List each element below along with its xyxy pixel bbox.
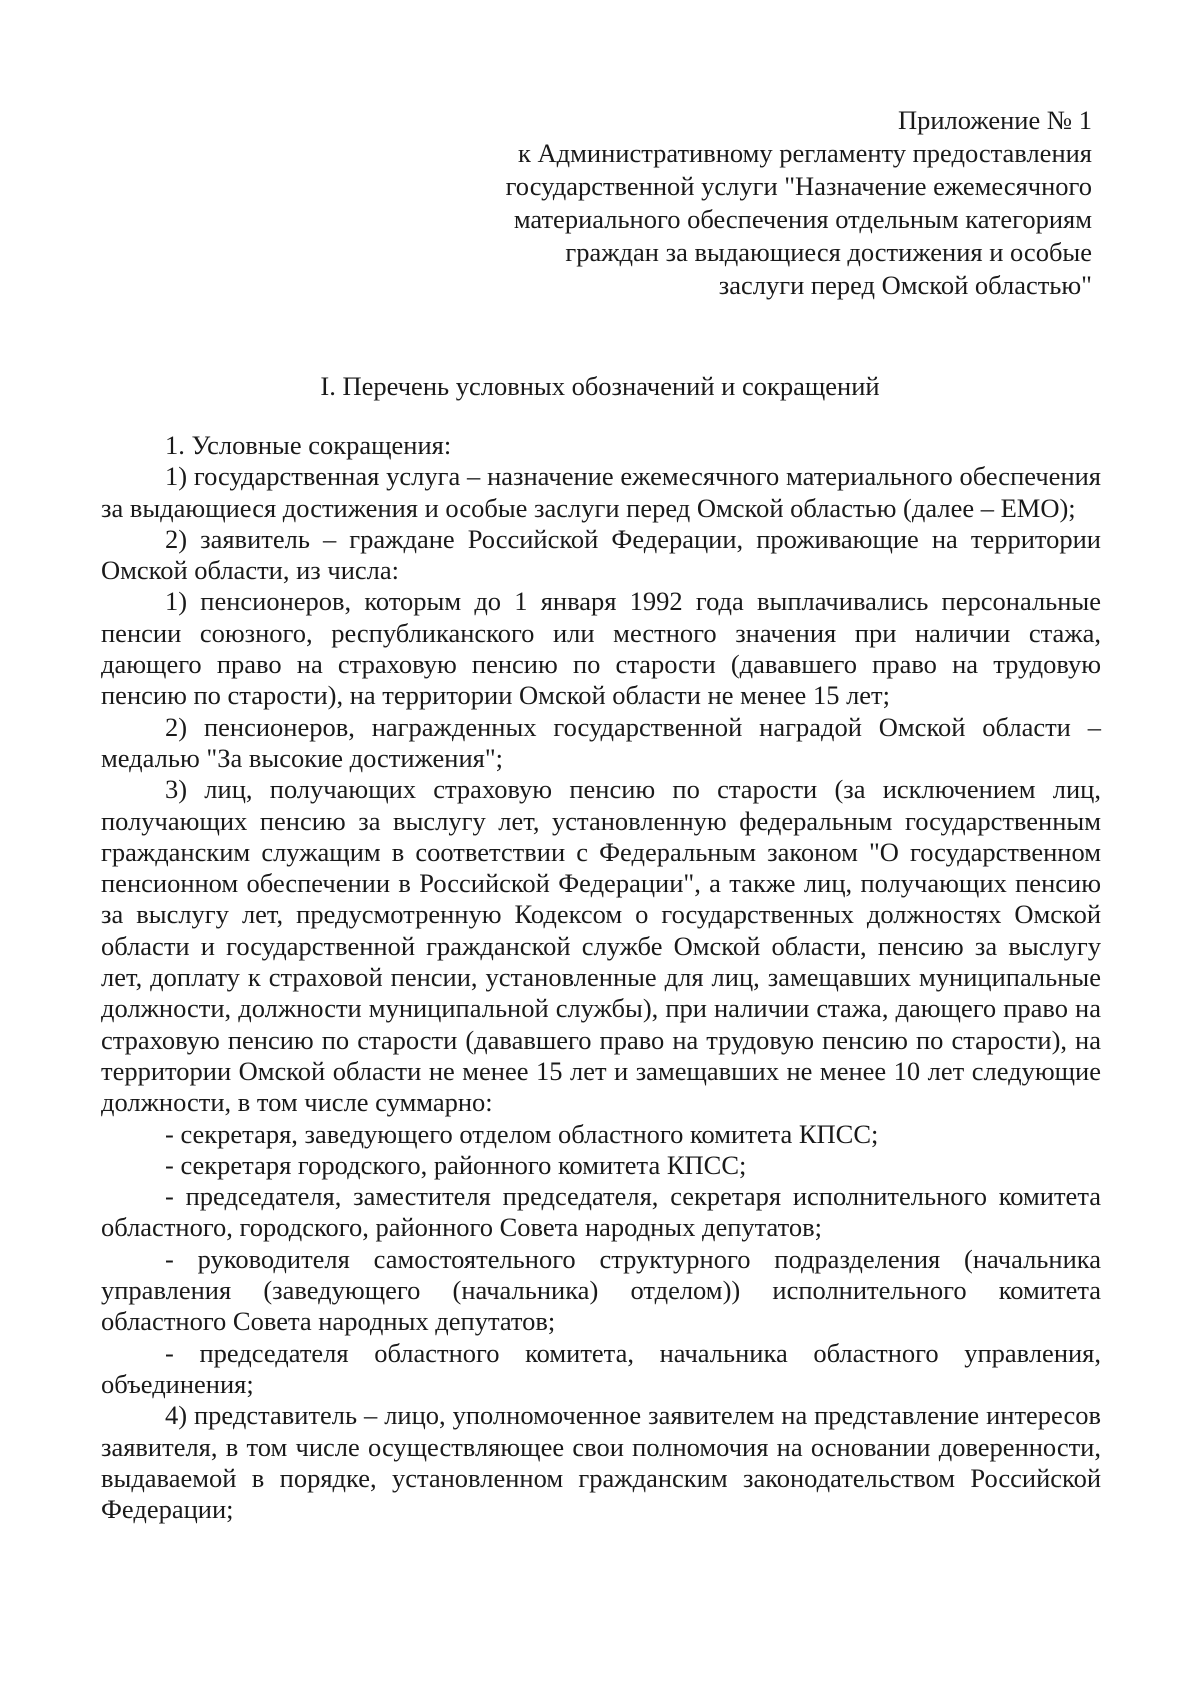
appendix-line: государственной услуги "Назначение ежемесячного bbox=[505, 171, 1092, 201]
paragraph-applicant-3: 3) лиц, получающих страховую пенсию по старости (за исключением лиц, получающих пенсию за выслугу лет, установленную федеральным государственным гражданским служащим в соответствии с Федеральным законом "О государственном пенсионном обеспечении в Российской Федерации", а также лиц, получающих пенсию за выслугу лет, предусмотренную Кодексом о государственных должностях Омской области и государственной гражданской службе Омской области, пенсию за выслугу лет, доплату к страховой пенсии, установленные для лиц, замещавших муниципальные должности, должности муниципальной службы), при наличии стажа, дающего право на страховую пенсию по старости (дававшего право на трудовую пенсию по старости), на территории Омской области не менее 15 лет и замещавших не менее 10 лет следующие должности, в том числе суммарно: bbox=[101, 774, 1101, 1118]
appendix-line: к Административному регламенту предоставления bbox=[518, 138, 1092, 168]
appendix-line: Приложение № 1 bbox=[897, 105, 1092, 135]
list-item-position: - председателя, заместителя председателя, секретаря исполнительного комитета областного, городского, районного Совета народных депутатов; bbox=[101, 1181, 1101, 1243]
list-item-position: - секретаря городского, районного комитета КПСС; bbox=[165, 1149, 747, 1180]
appendix-line: заслуги перед Омской областью" bbox=[718, 270, 1092, 300]
list-item-position: - председателя областного комитета, начальника областного управления, объединения; bbox=[101, 1337, 1101, 1399]
list-item-position: - руководителя самостоятельного структурного подразделения (начальника управления (заведующего (начальника) отделом)) исполнительного комитета областного Совета народных депутатов; bbox=[101, 1243, 1101, 1337]
paragraph-representative: 4) представитель – лицо, уполномоченное заявителем на представление интересов заявителя, в том числе осуществляющее свои полномочия на основании доверенности, выдаваемой в порядке, установленном гражданским законодательством Российской Федерации; bbox=[101, 1400, 1101, 1525]
paragraph-conventions: 1. Условные сокращения: bbox=[165, 430, 452, 460]
paragraph-applicant-2: 2) пенсионеров, награжденных государственной наградой Омской области – медалью "За высокие достижения"; bbox=[101, 711, 1101, 773]
paragraph-applicant-1: 1) пенсионеров, которым до 1 января 1992 года выплачивались персональные пенсии союзного, республиканского или местного значения при наличии стажа, дающего право на страховую пенсию по старости (дававшего право на трудовую пенсию по старости), на территории Омской области не менее 15 лет; bbox=[101, 586, 1101, 711]
appendix-header bbox=[432, 104, 1092, 302]
appendix-line: материального обеспечения отдельным категориям bbox=[513, 204, 1092, 234]
appendix-line: граждан за выдающиеся достижения и особые bbox=[565, 237, 1092, 267]
paragraph-service: 1) государственная услуга – назначение ежемесячного материального обеспечения за выдающиеся достижения и особые заслуги перед Омской областью (далее – ЕМО); bbox=[101, 461, 1101, 523]
list-item-position: - секретаря, заведующего отделом областного комитета КПСС; bbox=[165, 1118, 879, 1149]
document-body bbox=[101, 430, 1101, 1525]
section-title: I. Перечень условных обозначений и сокращений bbox=[320, 371, 880, 401]
paragraph-applicant: 2) заявитель – граждане Российской Федерации, проживающие на территории Омской области, из числа: bbox=[101, 523, 1101, 586]
